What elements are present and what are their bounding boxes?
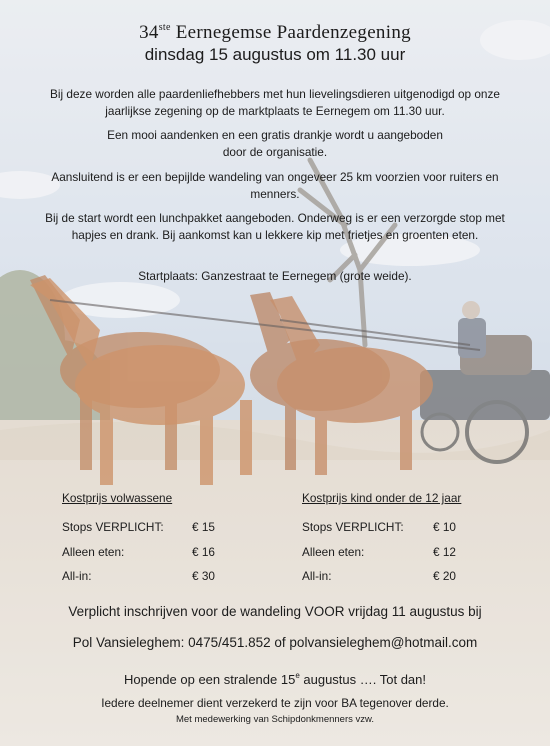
adult-price-value: € 15 [192,520,215,534]
intro-paragraph-lunch: Bij de start wordt een lunchpakket aangeboden. Onderweg is er een verzorgde stop met hapjes en drank. Bij aankomst kan u lekkere kip met frietjes en groenten eten. [45,211,505,242]
closing-post: augustus …. Tot dan! [299,672,426,687]
intro-paragraph-invitation: Bij deze worden alle paardenliefhebbers met hun lievelingsdieren uitgenodigd op onze jaarlijkse zegening op de marktplaats te Eernegem om 11.30 uur. [50,87,500,118]
child-price-label: All-in: [302,569,332,583]
credits: Met medewerking van Schipdonkmenners vzw. [175,714,374,725]
adult-price-value: € 16 [192,545,215,559]
start-location: Startplaats: Ganzestraat te Eernegem (grote weide). [138,269,412,283]
contact-info: Pol Vansieleghem: 0475/451.852 of polvansieleghem@hotmail.com [72,635,478,650]
title-suffix: ste [158,22,171,33]
adult-price-value: € 30 [192,569,215,583]
child-price-label: Alleen eten: [302,545,365,559]
adult-price-label: Stops VERPLICHT: [62,520,164,534]
gift-line-1: Een mooi aandenken en een gratis drankje wordt u aangeboden [107,128,443,142]
child-price-heading: Kostprijs kind onder de 12 jaar [302,491,462,505]
title-number: 34 [139,22,159,43]
child-price-value: € 10 [433,520,456,534]
insurance-note: Iedere deelnemer dient verzekerd te zijn voor BA tegenover derde. [101,696,449,710]
registration-deadline: Verplicht inschrijven voor de wandeling VOOR vrijdag 11 augustus bij [68,604,482,619]
child-price-label: Stops VERPLICHT: [302,520,404,534]
adult-price-label: All-in: [62,569,92,583]
event-title [0,22,550,44]
intro-paragraph-gift [40,127,510,161]
adult-price-label: Alleen eten: [62,545,125,559]
event-date: dinsdag 15 augustus om 11.30 uur [144,45,406,64]
title-rest: Eernegemse Paardenzegening [170,22,411,43]
intro-paragraph-walk: Aansluitend is er een bepijlde wandeling van ongeveer 25 km voorzien voor ruiters en menners. [51,170,499,201]
closing-sup: e [295,671,300,680]
closing-pre: Hopende op een stralende 15 [124,672,296,687]
closing-line [0,671,550,687]
gift-line-2: door de organisatie. [222,145,328,159]
child-price-value: € 20 [433,569,456,583]
adult-price-heading: Kostprijs volwassene [62,491,173,505]
child-price-value: € 12 [433,545,456,559]
